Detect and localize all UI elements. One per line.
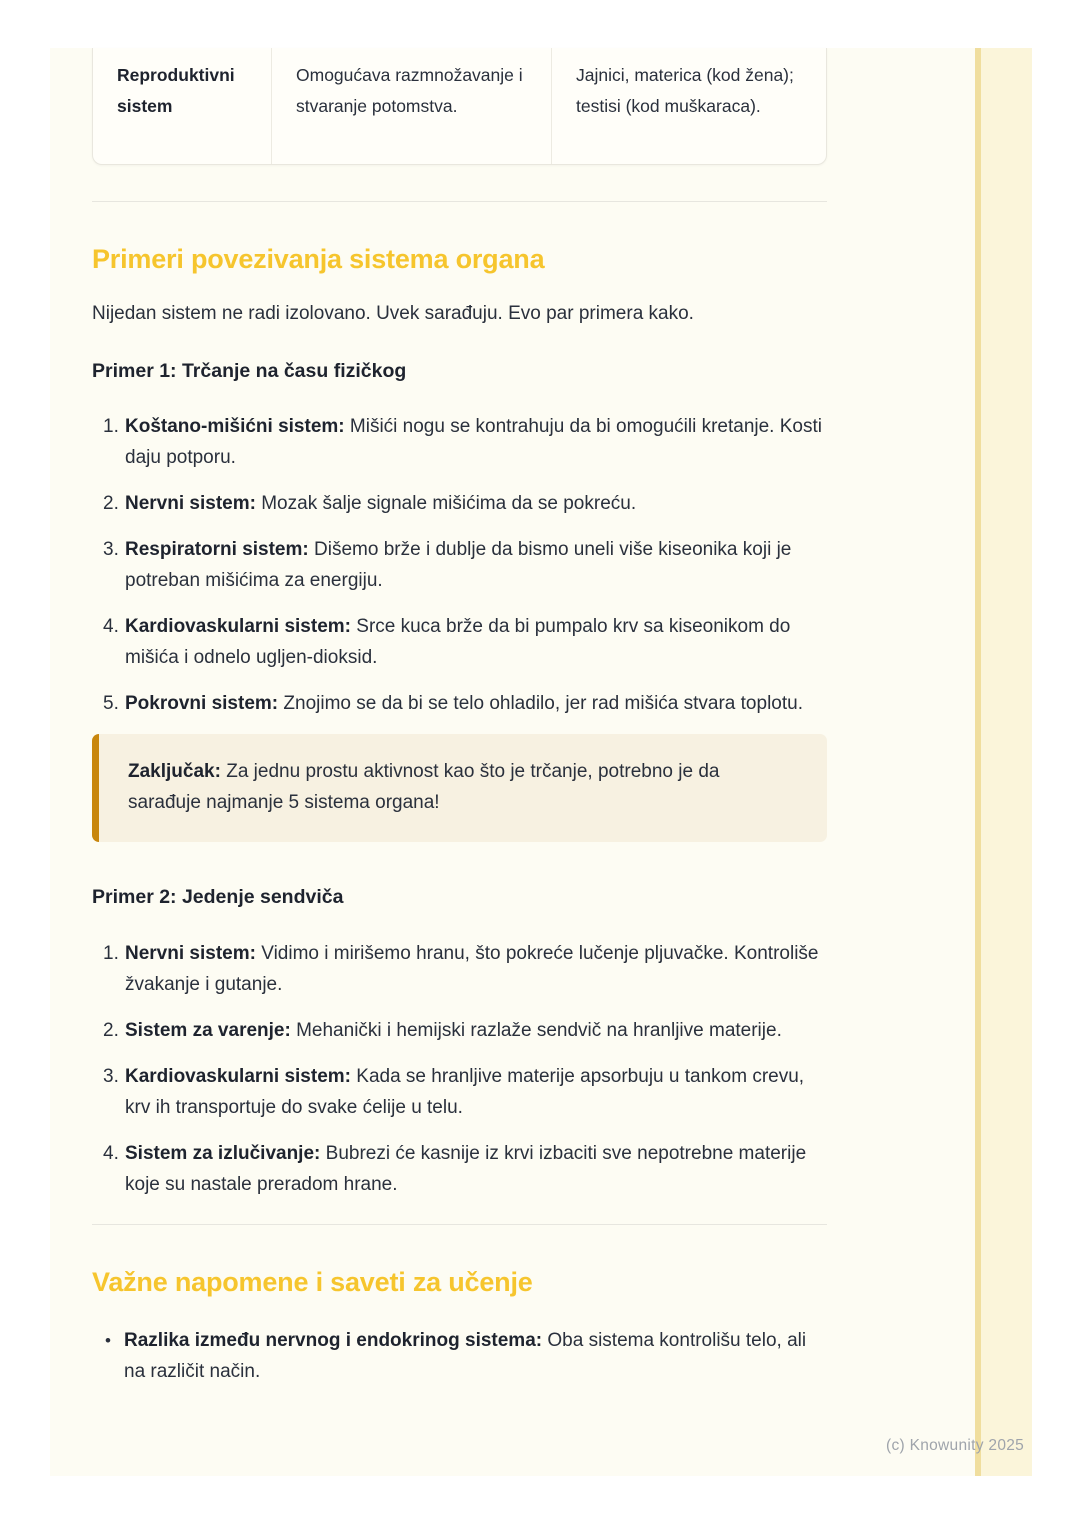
list-item [92,1015,827,1046]
list-item-body [125,611,827,673]
list-item-body [125,488,827,519]
list-item-bullet: • [105,1331,111,1350]
list-item-number: 3. [103,1066,119,1087]
list-item-label: Sistem za izlučivanje: [125,1143,321,1164]
list-item-number: 1. [103,416,119,437]
list-item [92,534,827,596]
callout-label: Zaključak: [128,761,221,782]
copyright-watermark: (c) Knowunity 2025 [886,1437,1025,1454]
list-item-text: Dišemo brže i dublje da bismo uneli više kiseonika koji je potreban mišićima za energiju. [125,539,792,591]
table-cell-system-name: Reproduktivni sistem [117,65,235,116]
section-divider [92,1224,827,1225]
list-item-label: Nervni sistem: [125,943,256,964]
example-2-heading: Primer 2: Jedenje sendviča [92,886,344,908]
list-item [92,411,827,473]
list-item [92,1138,827,1200]
list-item-number: 4. [103,1143,119,1164]
list-item-number: 2. [103,493,119,514]
intro-paragraph: Nijedan sistem ne radi izolovano. Uvek sarađuju. Evo par primera kako. [92,303,694,324]
list-item-body [125,1138,827,1200]
list-item-text: Srce kuca brže da bi pumpalo krv sa kiseonikom do mišića i odnelo ugljen-dioksid. [125,616,791,668]
list-item-body [125,534,827,596]
list-item [92,688,827,719]
list-item-text: Znojimo se da bi se telo ohladilo, jer rad mišića stvara toplotu. [283,693,803,714]
list-item-number: 2. [103,1020,119,1041]
list-item-text: Mozak šalje signale mišićima da se pokreću. [261,493,637,514]
conclusion-callout [92,734,827,842]
table-cell-organs: Jajnici, materica (kod žena); testisi (kod muškaraca). [551,48,828,164]
section-title-examples: Primeri povezivanja sistema organa [92,244,545,274]
list-item [92,611,827,673]
example-1-list [92,411,827,719]
list-item-label: Razlika između nervnog i endokrinog sistema: [124,1330,543,1351]
list-item-body [125,938,827,1000]
notes-list [92,1325,827,1387]
document-page [50,48,1032,1476]
list-item-number: 4. [103,616,119,637]
section-divider [92,201,827,202]
list-item-body [125,411,827,473]
list-item-text: Oba sistema kontrolišu telo, ali na različit način. [124,1330,807,1382]
list-item-text: Mehanički i hemijski razlaže sendvič na hranljive materije. [296,1020,782,1041]
list-item-label: Pokrovni sistem: [125,693,279,714]
list-item-label: Respiratorni sistem: [125,539,309,560]
section-title-notes: Važne napomene i saveti za učenje [92,1267,533,1297]
list-item-label: Kardiovaskularni sistem: [125,1066,351,1087]
list-item [92,938,827,1000]
list-item [92,1061,827,1123]
list-item-number: 3. [103,539,119,560]
list-item-text: Vidimo i mirišemo hranu, što pokreće lučenje pljuvačke. Kontroliše žvakanje i gutanje. [125,943,819,995]
list-item [92,488,827,519]
example-1-heading: Primer 1: Trčanje na času fizičkog [92,360,407,382]
list-item [92,1325,827,1387]
list-item-text: Kada se hranljive materije apsorbuju u tankom crevu, krv ih transportuje do svake ćelije u telu. [125,1066,805,1118]
list-item-label: Koštano-mišićni sistem: [125,416,345,437]
decorative-side-band [975,48,1032,1476]
organ-systems-table-row [92,48,827,165]
callout-text: Za jednu prostu aktivnost kao što je trčanje, potrebno je da sarađuje najmanje 5 sistema organa! [128,761,720,813]
list-item-number: 5. [103,693,119,714]
page-content [92,48,827,1402]
list-item-label: Nervni sistem: [125,493,256,514]
list-item-text: Bubrezi će kasnije iz krvi izbaciti sve nepotrebne materije koje su nastale preradom hrane. [125,1143,807,1195]
list-item-body [125,1015,827,1046]
list-item-number: 1. [103,943,119,964]
list-item-body [125,1061,827,1123]
table-cell-function: Omogućava razmnožavanje i stvaranje potomstva. [271,48,551,164]
list-item-label: Kardiovaskularni sistem: [125,616,351,637]
example-2-list [92,938,827,1200]
list-item-text: Mišići nogu se kontrahuju da bi omogućili kretanje. Kosti daju potporu. [125,416,822,468]
list-item-body [124,1325,827,1387]
list-item-body [125,688,827,719]
list-item-label: Sistem za varenje: [125,1020,291,1041]
